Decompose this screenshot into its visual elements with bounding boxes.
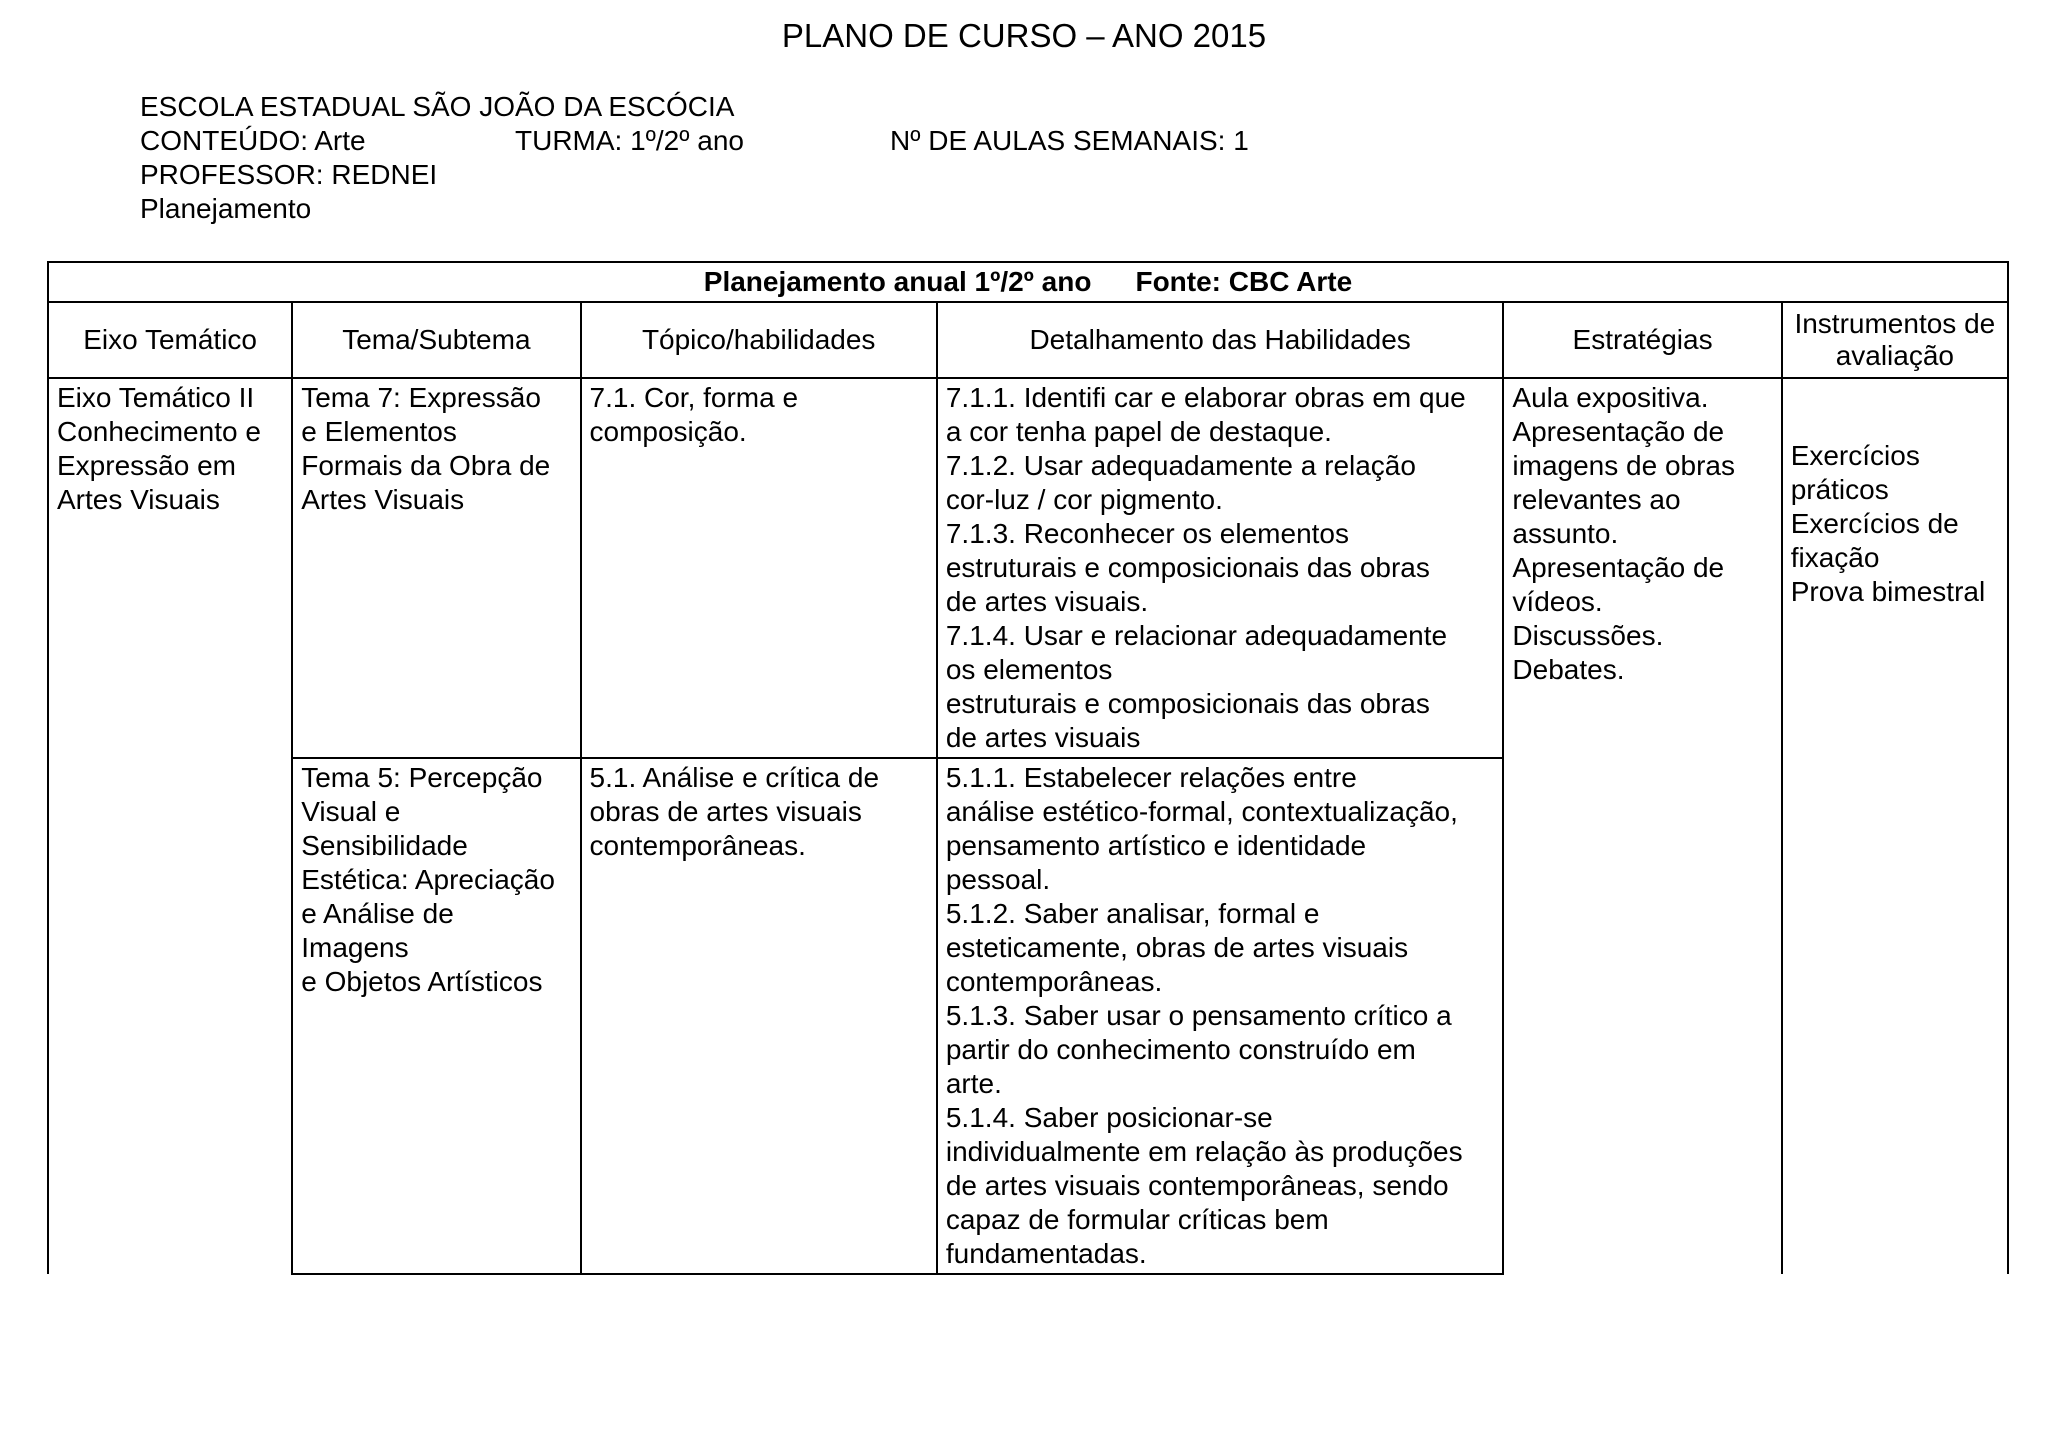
detail-line: 5.1.3. Saber usar o pensamento crítico a — [945, 1000, 1452, 1031]
assessment-line: práticos — [1790, 474, 1889, 505]
caption-source: Fonte: CBC Arte — [1135, 266, 1353, 297]
tema-line: Sensibilidade — [301, 830, 468, 861]
detail-line: 5.1.1. Estabelecer relações entre — [945, 762, 1357, 793]
teacher-field: PROFESSOR: REDNEI — [140, 159, 438, 190]
tema-line: Formais da Obra de — [301, 450, 551, 481]
strategy-line: imagens de obras — [1512, 450, 1735, 481]
detail-line: 7.1.3. Reconhecer os elementos — [945, 518, 1349, 549]
strategy-line: Discussões. — [1512, 620, 1664, 651]
tema-line: Estética: Apreciação — [301, 864, 555, 895]
detail-line: os elementos — [945, 654, 1113, 685]
col-header-tema: Tema/Subtema — [292, 302, 580, 378]
strategy-line: assunto. — [1512, 518, 1619, 549]
detail-line: de artes visuais contemporâneas, sendo — [945, 1170, 1449, 1201]
topico-line: contemporâneas. — [589, 830, 806, 861]
topico-line: 7.1. Cor, forma e — [589, 382, 799, 413]
topico-line: composição. — [589, 416, 747, 447]
strategy-line: relevantes ao — [1512, 484, 1681, 515]
eixo-line: Eixo Temático II — [57, 382, 255, 413]
page-title: PLANO DE CURSO – ANO 2015 — [781, 17, 1267, 54]
tema-line: e Análise de — [301, 898, 454, 929]
col-header-topico: Tópico/habilidades — [581, 302, 937, 378]
detail-line: fundamentadas. — [945, 1238, 1147, 1269]
detail-line: estruturais e composicionais das obras — [945, 688, 1430, 719]
detail-line: análise estético-formal, contextualização, — [945, 796, 1458, 827]
tema-line: Tema 5: Percepção — [301, 762, 543, 793]
detail-line: 5.1.2. Saber analisar, formal e — [945, 898, 1320, 929]
detalhamento-cell — [937, 378, 1504, 758]
detail-line: capaz de formular críticas bem — [945, 1204, 1329, 1235]
detail-line: esteticamente, obras de artes visuais — [945, 932, 1409, 963]
detalhamento-cell — [937, 758, 1504, 1274]
eixo-line: Conhecimento e — [57, 416, 261, 447]
table-header-row — [48, 302, 2008, 378]
topico-cell — [581, 758, 937, 1274]
course-plan-table — [47, 261, 2009, 1275]
detail-line: partir do conhecimento construído em — [945, 1034, 1416, 1065]
detail-line: pensamento artístico e identidade — [945, 830, 1367, 861]
assessment-line: Exercícios de — [1790, 508, 1959, 539]
strategy-line: vídeos. — [1512, 586, 1603, 617]
col-header-estrategias: Estratégias — [1503, 302, 1781, 378]
detail-line: arte. — [945, 1068, 1002, 1099]
detail-line: a cor tenha papel de destaque. — [945, 416, 1332, 447]
planning-label: Planejamento — [140, 193, 312, 224]
eixo-cell — [48, 378, 292, 1274]
tema-line: Tema 7: Expressão — [301, 382, 541, 413]
caption-plan: Planejamento anual 1º/2º ano — [703, 266, 1092, 297]
weekly-classes-field: Nº DE AULAS SEMANAIS: 1 — [890, 125, 1249, 156]
detail-line: pessoal. — [945, 864, 1051, 895]
table-caption-row — [48, 262, 2008, 302]
estrategias-cell — [1503, 378, 1781, 1274]
course-info-line — [140, 124, 1340, 158]
detail-line: contemporâneas. — [945, 966, 1163, 997]
strategy-line: Apresentação de — [1512, 416, 1725, 447]
school-name: ESCOLA ESTADUAL SÃO JOÃO DA ESCÓCIA — [140, 91, 735, 122]
strategy-line: Debates. — [1512, 654, 1625, 685]
assessment-line: Exercícios — [1790, 440, 1920, 471]
tema-line: Artes Visuais — [301, 484, 465, 515]
assessment-line: fixação — [1790, 542, 1880, 573]
detail-line: 5.1.4. Saber posicionar-se — [945, 1102, 1273, 1133]
content-field: CONTEÚDO: Arte — [140, 125, 366, 156]
strategy-line: Apresentação de — [1512, 552, 1725, 583]
detail-line: cor-luz / cor pigmento. — [945, 484, 1223, 515]
detail-line: de artes visuais — [945, 722, 1141, 753]
col-header-instrumentos: Instrumentos de avaliação — [1782, 302, 2008, 378]
strategy-line: Aula expositiva. — [1512, 382, 1709, 413]
topico-line: 5.1. Análise e crítica de — [589, 762, 880, 793]
detail-line: 7.1.4. Usar e relacionar adequadamente — [945, 620, 1448, 651]
tema-line: Imagens — [301, 932, 409, 963]
tema-cell — [292, 378, 580, 758]
table-caption — [48, 262, 2008, 302]
instrumentos-cell — [1782, 378, 2008, 1274]
detail-line: 7.1.2. Usar adequadamente a relação — [945, 450, 1416, 481]
tema-line: e Elementos — [301, 416, 457, 447]
col-header-eixo: Eixo Temático — [48, 302, 292, 378]
tema-line: Visual e — [301, 796, 401, 827]
detail-line: individualmente em relação às produções — [945, 1136, 1463, 1167]
topico-line: obras de artes visuais — [589, 796, 862, 827]
tema-cell — [292, 758, 580, 1274]
eixo-line: Expressão em — [57, 450, 236, 481]
table-row — [48, 378, 2008, 758]
tema-line: e Objetos Artísticos — [301, 966, 543, 997]
assessment-line: Prova bimestral — [1790, 576, 1986, 607]
eixo-line: Artes Visuais — [57, 484, 220, 515]
topico-cell — [581, 378, 937, 758]
detail-line: 7.1.1. Identifi car e elaborar obras em que — [945, 382, 1466, 413]
col-header-detalhamento: Detalhamento das Habilidades — [937, 302, 1504, 378]
detail-line: estruturais e composicionais das obras — [945, 552, 1430, 583]
detail-line: de artes visuais. — [945, 586, 1149, 617]
class-field: TURMA: 1º/2º ano — [515, 125, 744, 156]
